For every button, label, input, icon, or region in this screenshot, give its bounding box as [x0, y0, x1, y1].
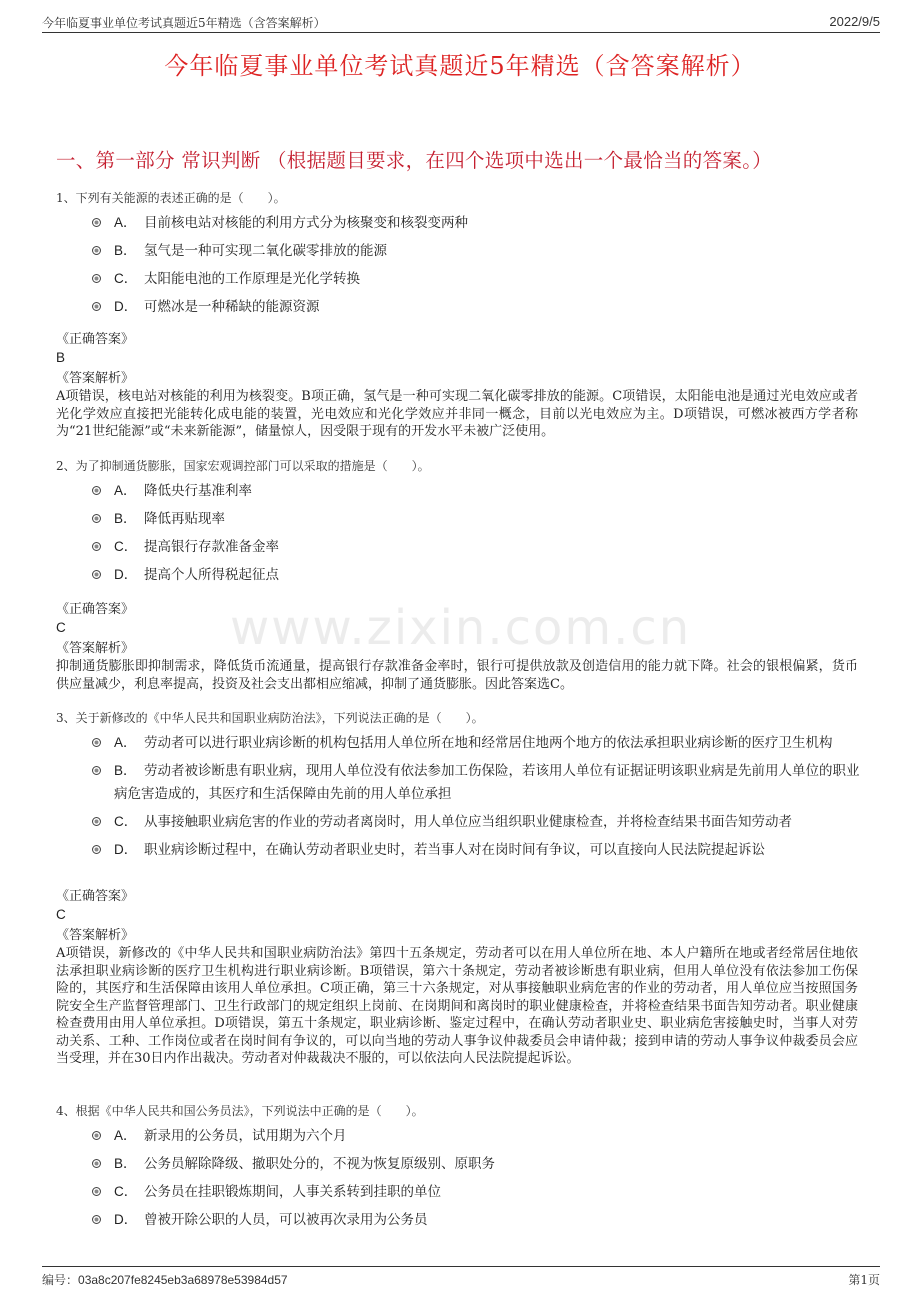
- option-b[interactable]: B． 降低再贴现率: [92, 507, 860, 531]
- answer-block-1: [56, 331, 858, 441]
- radio-icon[interactable]: [92, 738, 101, 747]
- analysis-text: A项错误，核电站对核能的利用为核裂变。B项正确，氢气是一种可实现二氧化碳零排放的能源。C项错误，太阳能电池是通过光电效应或者光化学效应直接把光能转化成电能的装置，光电效应和光化学效应并非同一概念，目前以光电效应为主。D项错误，可燃冰被西方学者称为“21世纪能源”或“未来新能源”，储量惊人，因受限于现有的开发水平未被广泛使用。: [56, 389, 858, 439]
- document-code: 编号：03a8c207fe8245eb3a68978e53984d57: [42, 1273, 288, 1287]
- question-stem: 1、下列有关能源的表述正确的是（ ）。: [56, 191, 286, 205]
- radio-icon[interactable]: [92, 218, 101, 227]
- analysis-text: 抑制通货膨胀即抑制需求，降低货币流通量，提高银行存款准备金率时，银行可提供放款及创造信用的能力就下降。社会的银根偏紧，货币供应量减少，利息率提高，投资及社会支出都相应缩减，抑制了通货膨胀。因此答案选C。: [56, 659, 858, 692]
- radio-icon[interactable]: [92, 486, 101, 495]
- radio-icon[interactable]: [92, 766, 101, 775]
- radio-icon[interactable]: [92, 542, 101, 551]
- option-c[interactable]: C． 提高银行存款准备金率: [92, 535, 860, 559]
- option-b[interactable]: B． 氢气是一种可实现二氧化碳零排放的能源: [92, 239, 860, 263]
- correct-answer-label: 《正确答案》: [56, 332, 135, 347]
- option-a[interactable]: A． 目前核电站对核能的利用方式分为核聚变和核裂变两种: [92, 211, 860, 235]
- option-a[interactable]: A． 劳动者可以进行职业病诊断的机构包括用人单位所在地和经常居住地两个地方的依法承担职业病诊断的医疗卫生机构: [92, 731, 860, 755]
- correct-answer-label: 《正确答案》: [56, 889, 135, 904]
- question-2: [56, 457, 860, 587]
- question-stem: 4、根据《中华人民共和国公务员法》，下列说法中正确的是（ ）。: [56, 1104, 424, 1118]
- option-c[interactable]: C． 从事接触职业病危害的作业的劳动者离岗时，用人单位应当组织职业健康检查，并将检查结果书面告知劳动者: [92, 810, 860, 834]
- analysis-label: 《答案解析》: [56, 928, 135, 943]
- option-a[interactable]: A． 降低央行基准利率: [92, 479, 860, 503]
- header-title: 今年临夏事业单位考试真题近5年精选（含答案解析）: [42, 16, 326, 30]
- analysis-text: A项错误，新修改的《中华人民共和国职业病防治法》第四十五条规定，劳动者可以在用人单位所在地、本人户籍所在地或者经常居住地依法承担职业病诊断的医疗卫生机构进行职业病诊断。B项错误，第六十条规定，劳动者被诊断患有职业病，但用人单位没有依法参加工伤保险的，其医疗和生活保障由该用人单位承担。C项正确，第三十六条规定，对从事接触职业病危害的作业的劳动者，用人单位应当按照国务院安全生产监督管理部门、卫生行政部门的规定组织上岗前、在岗期间和离岗时的职业健康检查，并将检查结果书面告知劳动者。职业健康检查费用由用人单位承担。D项错误，第五十条规定，职业病诊断、鉴定过程中，在确认劳动者职业史、职业病危害接触史时，当事人对劳动关系、工种、工作岗位或者在岗时间有争议的，可以向当地的劳动人事争议仲裁委员会申请仲裁；接到申请的劳动人事争议仲裁委员会应当受理，并在30日内作出裁决。劳动者对仲裁裁决不服的，可以依法向人民法院提起诉讼。: [56, 946, 858, 1066]
- option-c[interactable]: C． 太阳能电池的工作原理是光化学转换: [92, 267, 860, 291]
- options-list: [92, 1124, 860, 1232]
- correct-answer: B: [56, 350, 66, 365]
- page-footer: [42, 1266, 880, 1289]
- radio-icon[interactable]: [92, 1131, 101, 1140]
- option-b[interactable]: B． 公务员解除降级、撤职处分的，不视为恢复原级别、原职务: [92, 1152, 860, 1176]
- radio-icon[interactable]: [92, 1215, 101, 1224]
- options-list: [92, 731, 860, 862]
- question-stem: 2、为了抑制通货膨胀，国家宏观调控部门可以采取的措施是（ ）。: [56, 459, 430, 473]
- correct-answer: C: [56, 620, 66, 635]
- question-1: [56, 189, 860, 319]
- section-title: 一、第一部分 常识判断 （根据题目要求，在四个选项中选出一个最恰当的答案。）: [56, 149, 773, 172]
- option-b[interactable]: B． 劳动者被诊断患有职业病，现用人单位没有依法参加工伤保险，若该用人单位有证据证明该职业病是先前用人单位的职业病危害造成的，其医疗和生活保障由先前的用人单位承担: [92, 759, 860, 806]
- option-d[interactable]: D． 可燃冰是一种稀缺的能源资源: [92, 295, 860, 319]
- option-a[interactable]: A． 新录用的公务员，试用期为六个月: [92, 1124, 860, 1148]
- page-number: 第1页: [848, 1273, 880, 1287]
- question-stem: 3、关于新修改的《中华人民共和国职业病防治法》，下列说法正确的是（ ）。: [56, 711, 484, 725]
- options-list: [92, 479, 860, 587]
- radio-icon[interactable]: [92, 302, 101, 311]
- option-c[interactable]: C． 公务员在挂职锻炼期间，人事关系转到挂职的单位: [92, 1180, 860, 1204]
- question-3: [56, 709, 860, 862]
- option-d[interactable]: D． 曾被开除公职的人员，可以被再次录用为公务员: [92, 1208, 860, 1232]
- option-d[interactable]: D． 职业病诊断过程中，在确认劳动者职业史时，若当事人对在岗时间有争议，可以直接向人民法院提起诉讼: [92, 838, 860, 862]
- radio-icon[interactable]: [92, 845, 101, 854]
- correct-answer: C: [56, 907, 66, 922]
- radio-icon[interactable]: [92, 514, 101, 523]
- radio-icon[interactable]: [92, 274, 101, 283]
- page-header: [42, 12, 880, 33]
- analysis-label: 《答案解析》: [56, 371, 135, 386]
- question-4: [56, 1102, 860, 1232]
- watermark: www.zixin.com.cn: [230, 600, 692, 656]
- radio-icon[interactable]: [92, 1159, 101, 1168]
- options-list: [92, 211, 860, 319]
- radio-icon[interactable]: [92, 246, 101, 255]
- answer-block-2: [56, 601, 858, 693]
- correct-answer-label: 《正确答案》: [56, 602, 135, 617]
- radio-icon[interactable]: [92, 1187, 101, 1196]
- document-title: 今年临夏事业单位考试真题近5年精选（含答案解析）: [164, 52, 756, 80]
- option-d[interactable]: D． 提高个人所得税起征点: [92, 563, 860, 587]
- header-date: 2022/9/5: [829, 14, 880, 29]
- answer-block-3: [56, 888, 858, 1068]
- radio-icon[interactable]: [92, 570, 101, 579]
- radio-icon[interactable]: [92, 817, 101, 826]
- analysis-label: 《答案解析》: [56, 641, 135, 656]
